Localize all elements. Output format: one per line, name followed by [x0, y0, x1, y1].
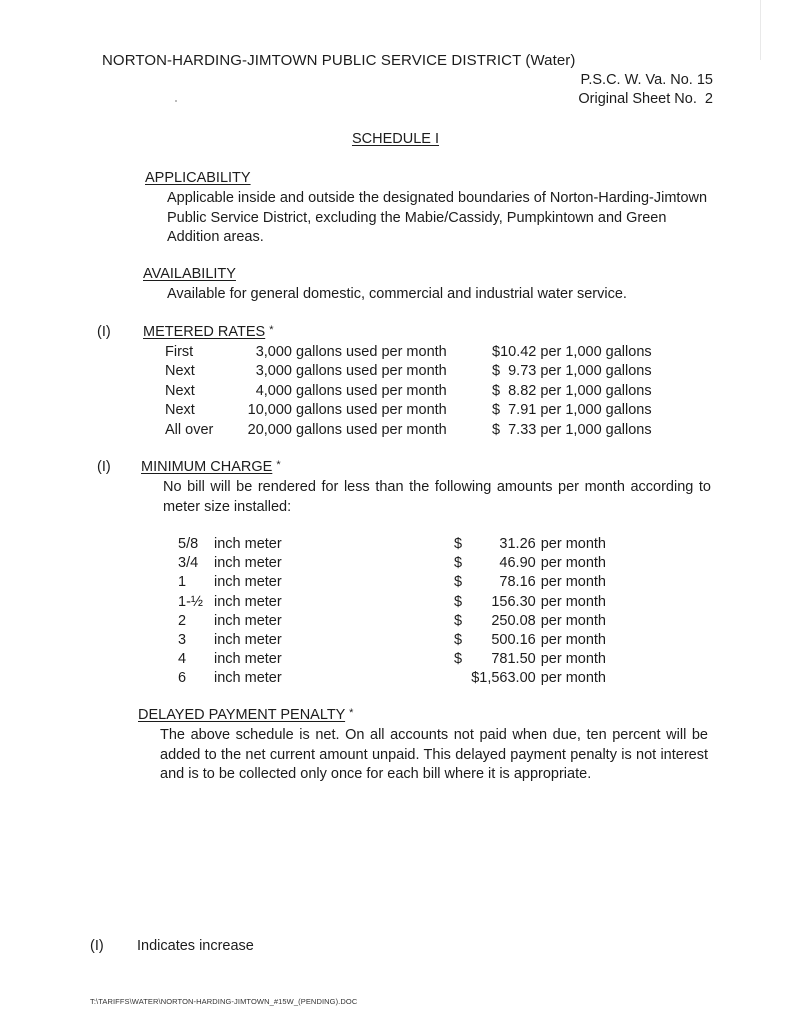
rate-price: $ 8.82 per 1,000 gallons: [492, 382, 652, 399]
meter-row: [178, 593, 606, 612]
metered-rates-heading-text: METERED RATES: [143, 324, 266, 340]
meter-amount: [454, 631, 606, 650]
rate-gallons: 3,000: [255, 344, 292, 360]
rate-desc: gallons used per month: [296, 363, 447, 380]
increase-marker: (I): [97, 324, 111, 340]
rate-price: $ 7.91 per 1,000 gallons: [492, 402, 652, 419]
meter-size: 6: [178, 670, 187, 687]
meter-size: 3: [178, 631, 187, 648]
metered-rates-table: [165, 343, 692, 440]
asterisk: *: [269, 324, 274, 336]
meter-label: inch meter: [214, 555, 282, 572]
meter-label: inch meter: [214, 612, 282, 629]
dollar-sign: $: [454, 651, 463, 668]
dollar-sign: $: [454, 555, 463, 572]
dollar-sign: $: [454, 631, 463, 648]
meter-row: [178, 612, 606, 631]
rate-row: [165, 421, 692, 440]
amount-value: 500.16: [491, 631, 536, 648]
footer-file-path: T:\TARIFFS\WATER\NORTON-HARDING-JIMTOWN_#15W_(PENDING).DOC: [90, 997, 358, 1006]
amount-unit: per month: [540, 593, 606, 610]
meter-row: [178, 573, 606, 592]
amount-value: $1,563.00: [471, 670, 536, 687]
minimum-charge-text: No bill will be rendered for less than the following amounts per month according to meter size installed:: [163, 479, 711, 515]
meter-amount: [454, 535, 606, 554]
applicability-heading: APPLICABILITY: [145, 170, 251, 186]
amount-unit: per month: [540, 555, 606, 572]
availability-heading: AVAILABILITY: [143, 266, 236, 282]
meter-amount: [454, 612, 606, 631]
rate-price: $10.42 per 1,000 gallons: [492, 344, 652, 360]
amount-unit: per month: [540, 612, 606, 629]
meter-size: 1: [178, 574, 187, 591]
amount-value: 250.08: [491, 612, 536, 629]
amount-unit: per month: [540, 670, 606, 687]
meter-label: inch meter: [214, 593, 282, 610]
dollar-sign: $: [454, 593, 463, 610]
legend-text: Indicates increase: [137, 938, 254, 954]
amount-value: 46.90: [499, 555, 536, 572]
meter-amount: [454, 650, 606, 669]
rate-gallons: 4,000: [255, 382, 292, 399]
amount-unit: per month: [540, 536, 606, 552]
meter-amount: [454, 593, 606, 612]
rate-desc: gallons used per month: [296, 402, 447, 419]
rate-price: $ 7.33 per 1,000 gallons: [492, 421, 652, 438]
rate-gallons: 20,000: [247, 421, 292, 438]
availability-text: Available for general domestic, commercial and industrial water service.: [167, 286, 627, 302]
rate-row: [165, 343, 692, 362]
dollar-sign: $: [454, 536, 463, 552]
minimum-charge-heading: [141, 459, 281, 475]
amount-unit: per month: [540, 651, 606, 668]
rate-price: $ 9.73 per 1,000 gallons: [492, 363, 652, 380]
minimum-charge-heading-text: MINIMUM CHARGE: [141, 459, 273, 475]
organization-title: NORTON-HARDING-JIMTOWN PUBLIC SERVICE DISTRICT (Water): [102, 52, 576, 69]
schedule-title-text: SCHEDULE I: [351, 131, 440, 147]
meter-size: 3/4: [178, 555, 199, 572]
rate-row: [165, 362, 692, 381]
meter-label: inch meter: [214, 651, 282, 668]
asterisk: *: [349, 707, 354, 719]
amount-value: 78.16: [499, 574, 536, 591]
amount-value: 31.26: [499, 536, 536, 552]
meter-label: inch meter: [214, 574, 282, 591]
dollar-sign: $: [454, 574, 463, 591]
meter-label: inch meter: [214, 670, 282, 687]
delayed-payment-heading: [138, 707, 353, 723]
metered-rates-heading: [143, 324, 274, 340]
meter-amount: [454, 554, 606, 573]
rate-tier: Next: [165, 382, 195, 399]
psc-number: P.S.C. W. Va. No. 15: [580, 72, 713, 88]
rate-desc: gallons used per month: [296, 344, 447, 360]
amount-unit: per month: [540, 631, 606, 648]
meter-size: 5/8: [178, 536, 199, 552]
meter-size: 2: [178, 612, 187, 629]
rate-gallons: 3,000: [255, 363, 292, 380]
meter-amount: [454, 669, 606, 688]
delayed-payment-heading-text: DELAYED PAYMENT PENALTY: [138, 707, 346, 723]
legend-marker: (I): [90, 938, 104, 954]
meter-amount: [454, 573, 606, 592]
meter-row: [178, 554, 606, 573]
meter-label: inch meter: [214, 536, 282, 552]
meter-label: inch meter: [214, 631, 282, 648]
amount-value: 156.30: [491, 593, 536, 610]
rate-tier: Next: [165, 402, 195, 419]
schedule-title: [0, 131, 791, 147]
meter-row: [178, 535, 606, 554]
rate-row: [165, 382, 692, 401]
rate-tier: First: [165, 344, 194, 360]
delayed-payment-text: The above schedule is net. On all accounts not paid when due, ten percent will be added to the net current amount unpaid. This delayed payment penalty is not interest and is to be collected only once for each bill where it is appropriate.: [160, 727, 708, 782]
meter-row: [178, 650, 606, 669]
meter-row: [178, 631, 606, 650]
meter-size: 1-½: [178, 593, 203, 610]
amount-value: 781.50: [491, 651, 536, 668]
rate-row: [165, 401, 692, 420]
sheet-number: Original Sheet No. 2: [578, 91, 713, 107]
asterisk: *: [276, 459, 281, 471]
amount-unit: per month: [540, 574, 606, 591]
applicability-text: Applicable inside and outside the designated boundaries of Norton-Harding-Jimtown Public Service District, excluding the Mabie/Cassidy, Pumpkintown and Green Addition areas.: [167, 190, 708, 245]
rate-desc: gallons used per month: [296, 382, 447, 399]
meter-row: [178, 669, 606, 688]
minimum-charge-table: [178, 535, 606, 689]
increase-marker: (I): [97, 459, 111, 475]
scan-artifact: [175, 100, 177, 102]
rate-tier: All over: [165, 421, 214, 438]
scan-artifact: [760, 0, 761, 60]
rate-tier: Next: [165, 363, 195, 380]
dollar-sign: $: [454, 612, 463, 629]
rate-gallons: 10,000: [247, 402, 292, 419]
rate-desc: gallons used per month: [296, 421, 447, 438]
meter-size: 4: [178, 651, 187, 668]
